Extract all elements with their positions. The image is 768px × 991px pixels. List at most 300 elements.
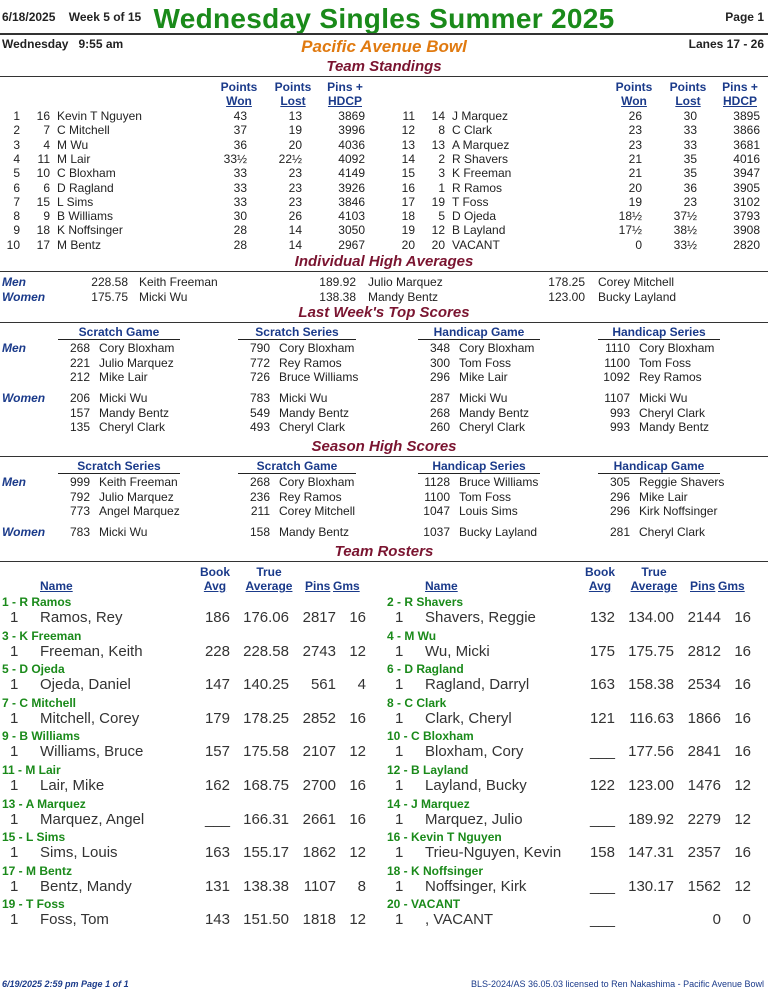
standings-row	[0, 223, 370, 237]
standings-lost: 26	[288, 209, 302, 224]
roster-bowler-name: Ramos, Rey	[40, 609, 123, 626]
standings-team-num: 3	[438, 166, 445, 181]
standings-team-name: D Ragland	[57, 180, 114, 195]
standings-row	[395, 123, 765, 137]
score-bowler: Micki Wu	[99, 391, 148, 405]
roster-book-avg: 158	[589, 844, 615, 862]
averages-label: Women	[2, 290, 46, 304]
roster-bowler-num: 1	[10, 844, 19, 862]
roster-bowler-num: 1	[10, 777, 19, 794]
score-value: 348	[429, 341, 450, 355]
bowl-name: Pacific Avenue Bowl	[301, 37, 467, 56]
roster-bowler-num: 1	[395, 911, 404, 929]
footer-license: BLS-2024/AS 36.05.03 licensed to Ren Nakashima - Pacific Avenue Bowl	[470, 979, 764, 989]
standings-team-name: R Shavers	[452, 151, 509, 166]
standings-won: 21	[628, 166, 642, 181]
average-value: 123.00	[548, 290, 585, 304]
standings-team-name: Kevin T Nguyen	[57, 109, 142, 123]
roster-games: 12	[349, 844, 366, 862]
standings-won: 33	[233, 180, 247, 195]
roster-pins: 2144	[687, 609, 721, 626]
roster-pins: 1562	[687, 877, 721, 895]
standings-team-num: 1	[438, 180, 445, 195]
score-value: 993	[609, 405, 630, 420]
score-value: 1128	[424, 475, 450, 489]
standings-won: 0	[635, 237, 642, 252]
standings-team-num: 20	[431, 237, 445, 252]
score-value: 305	[609, 475, 630, 489]
standings-row	[0, 138, 370, 152]
roster-book-avg: ___	[589, 743, 615, 761]
roster-bowler-num: 1	[395, 777, 404, 794]
roster-book-avg: ___	[589, 877, 615, 895]
score-bowler: Louis Sims	[459, 504, 518, 518]
score-value: 296	[429, 370, 450, 384]
score-bowler: Micki Wu	[639, 391, 688, 405]
roster-book-avg: 143	[204, 911, 230, 929]
roster-pins: 2357	[687, 844, 721, 862]
roster-book-avg: 132	[589, 609, 615, 626]
score-value: 792	[69, 489, 90, 504]
roster-bowler-num: 1	[395, 810, 404, 828]
roster-team-name: 2 - R Shavers	[387, 595, 464, 609]
week-label: Week 5 of 15	[68, 10, 142, 24]
day-time: Wednesday 9:55 am	[2, 37, 124, 51]
roster-book-avg: 228	[204, 642, 230, 660]
roster-bowler-name: Wu, Micki	[425, 642, 490, 660]
score-value: 1047	[423, 504, 450, 518]
roster-book-avg: 147	[204, 676, 230, 694]
standings-place: 13	[401, 137, 415, 152]
standings-place: 12	[401, 123, 415, 138]
roster-bowler-num: 1	[395, 877, 404, 895]
standings-pins: 3846	[338, 194, 365, 209]
standings-row	[395, 209, 765, 223]
roster-team-name: 3 - K Freeman	[2, 628, 82, 643]
roster-book-avg: 121	[589, 709, 615, 727]
roster-book-avg: 163	[204, 844, 230, 862]
score-value: 549	[249, 405, 270, 420]
score-column-header: Handicap Series	[418, 459, 540, 474]
standings-row	[395, 238, 765, 252]
roster-true-avg: 116.63	[629, 709, 674, 727]
roster-team-name: 11 - M Lair	[2, 763, 61, 777]
standings-team-num: 15	[36, 194, 50, 209]
standings-place: 15	[401, 166, 415, 181]
roster-team-name: 9 - B Williams	[2, 729, 80, 744]
roster-team-name: 13 - A Marquez	[2, 796, 86, 811]
season-title: Season High Scores	[311, 438, 457, 455]
standings-lost: 14	[288, 237, 302, 252]
score-bowler: Cheryl Clark	[279, 420, 346, 434]
roster-team-name: 18 - K Noffsinger	[387, 863, 484, 878]
standings-row	[395, 138, 765, 152]
last-week-title: Last Week's Top Scores	[298, 304, 470, 321]
standings-lost: 38½	[673, 223, 697, 238]
score-bowler: Mandy Bentz	[279, 405, 350, 420]
roster-true-avg: 175.75	[628, 642, 674, 660]
roster-bowler-name: Bloxham, Cory	[425, 743, 524, 761]
roster-header-true: True Average	[245, 565, 293, 593]
standings-team-name: M Wu	[57, 137, 89, 152]
standings-team-num: 10	[36, 166, 50, 181]
roster-games: 0	[742, 911, 751, 929]
roster-team-name: 4 - M Wu	[387, 628, 437, 643]
roster-games: 16	[734, 676, 751, 694]
standings-lost: 23	[288, 166, 302, 181]
score-value: 236	[249, 489, 270, 504]
standings-row	[0, 123, 370, 137]
roster-header-name: Name	[425, 579, 458, 593]
score-bowler: Corey Mitchell	[279, 504, 356, 518]
score-bowler: Keith Freeman	[99, 475, 178, 489]
average-name: Bucky Layland	[598, 290, 677, 304]
standings-row	[0, 166, 370, 180]
roster-games: 12	[734, 877, 751, 895]
standings-place: 16	[401, 180, 415, 195]
standings-team-num: 19	[431, 194, 445, 209]
roster-book-avg: ___	[204, 810, 230, 828]
standings-team-num: 14	[431, 109, 445, 123]
roster-true-avg: 168.75	[243, 777, 289, 794]
roster-bowler-num: 1	[395, 743, 404, 761]
divider	[0, 456, 768, 457]
standings-lost: 13	[288, 109, 302, 123]
roster-bowler-name: Marquez, Julio	[425, 810, 523, 828]
score-bowler: Cory Bloxham	[459, 341, 535, 355]
standings-team-num: 6	[43, 180, 50, 195]
standings-pins: 2820	[733, 237, 760, 252]
standings-row	[395, 109, 765, 123]
roster-bowler-name: Lair, Mike	[40, 777, 105, 794]
roster-games: 16	[734, 844, 751, 862]
standings-won: 28	[233, 237, 247, 252]
roster-pins: 1866	[687, 709, 721, 727]
roster-true-avg: 138.38	[243, 877, 289, 895]
roster-team-name: 12 - B Layland	[387, 763, 469, 777]
standings-lost: 30	[683, 109, 697, 123]
roster-bowler-num: 1	[10, 676, 19, 694]
standings-won: 43	[233, 109, 247, 123]
roster-bowler-name: Sims, Louis	[40, 844, 118, 862]
standings-pins: 3947	[733, 166, 760, 181]
roster-team-name: 14 - J Marquez	[387, 796, 470, 811]
standings-team-name: K Noffsinger	[57, 223, 123, 238]
standings-pins: 3050	[338, 223, 365, 238]
roster-bowler-num: 1	[10, 609, 19, 626]
roster-header-pins: Pins	[305, 579, 331, 593]
standings-pins: 3908	[733, 223, 760, 238]
roster-true-avg: 151.50	[243, 911, 289, 929]
score-value: 773	[69, 504, 90, 518]
standings-won: 23	[628, 137, 642, 152]
score-bowler: Rey Ramos	[279, 489, 342, 504]
roster-bowler-name: Ragland, Darryl	[425, 676, 530, 694]
standings-place: 3	[13, 137, 20, 152]
roster-true-avg: 176.06	[243, 609, 289, 626]
standings-team-name: A Marquez	[452, 137, 510, 152]
score-column-header: Scratch Game	[238, 459, 356, 474]
standings-lost: 23	[288, 180, 302, 195]
standings-team-name: VACANT	[452, 237, 500, 252]
standings-team-name: K Freeman	[452, 166, 512, 181]
score-bowler: Rey Ramos	[279, 355, 342, 370]
score-value: 281	[609, 525, 630, 539]
score-bowler: Tom Foss	[459, 355, 512, 370]
standings-won: 19	[628, 194, 642, 209]
roster-true-avg: 177.56	[628, 743, 674, 761]
score-bowler: Mike Lair	[99, 370, 148, 384]
standings-team-name: J Marquez	[452, 109, 509, 123]
roster-games: 12	[349, 911, 366, 929]
average-value: 228.58	[91, 275, 128, 289]
average-value: 178.25	[548, 275, 585, 289]
roster-team-name: 20 - VACANT	[387, 897, 461, 912]
roster-book-avg: 186	[204, 609, 230, 626]
roster-team-name: 16 - Kevin T Nguyen	[387, 830, 502, 845]
score-value: 296	[609, 504, 630, 518]
standings-won: 20	[628, 180, 642, 195]
score-bowler: Julio Marquez	[99, 489, 174, 504]
page-number: Page 1	[725, 10, 764, 24]
standings-pins: 4092	[338, 151, 365, 166]
divider	[0, 322, 768, 323]
roster-true-avg: 140.25	[243, 676, 289, 694]
standings-header-won: Points Won	[615, 80, 653, 108]
standings-row	[395, 166, 765, 180]
roster-games: 16	[734, 709, 751, 727]
men-label: Men	[2, 475, 26, 489]
score-bowler: Tom Foss	[639, 355, 692, 370]
score-value: 268	[249, 475, 270, 489]
roster-team-name: 15 - L Sims	[2, 830, 66, 845]
roster-games: 16	[734, 642, 751, 660]
standings-pins: 3102	[733, 194, 760, 209]
standings-place: 5	[13, 166, 20, 181]
score-value: 993	[609, 420, 630, 434]
score-bowler: Angel Marquez	[99, 504, 180, 518]
score-value: 1100	[604, 355, 630, 370]
roster-pins: 1818	[302, 911, 336, 929]
roster-games: 12	[349, 642, 366, 660]
roster-header-book: Book Avg	[585, 565, 615, 593]
standings-won: 18½	[618, 209, 642, 224]
score-value: 268	[429, 405, 450, 420]
roster-pins: 2743	[302, 642, 336, 660]
standings-row	[0, 209, 370, 223]
roster-bowler-name: Mitchell, Corey	[40, 709, 140, 727]
roster-bowler-name: Layland, Bucky	[425, 777, 527, 794]
average-name: Corey Mitchell	[598, 275, 675, 289]
standings-team-name: B Williams	[57, 209, 113, 224]
standings-header-won: Points Won	[220, 80, 258, 108]
roster-true-avg: 189.92	[628, 810, 674, 828]
roster-header-book: Book Avg	[200, 565, 230, 593]
score-column-header: Scratch Series	[238, 325, 356, 340]
roster-bowler-num: 1	[395, 844, 404, 862]
standings-lost: 14	[288, 223, 302, 238]
roster-team-name: 8 - C Clark	[387, 695, 447, 710]
standings-won: 21	[628, 151, 642, 166]
standings-pins: 3905	[733, 180, 760, 195]
report-date: 6/18/2025	[2, 10, 56, 24]
score-bowler: Mike Lair	[459, 370, 508, 384]
roster-bowler-num: 1	[395, 642, 404, 660]
roster-header-name: Name	[40, 579, 73, 593]
standings-team-num: 8	[438, 123, 445, 138]
roster-games: 16	[734, 743, 751, 761]
roster-bowler-name: Clark, Cheryl	[425, 709, 512, 727]
score-column-header: Handicap Game	[418, 325, 540, 340]
women-label: Women	[2, 391, 46, 405]
standings-won: 30	[233, 209, 247, 224]
roster-pins: 1107	[303, 877, 336, 895]
standings-won: 33	[233, 194, 247, 209]
roster-pins: 2852	[302, 709, 336, 727]
score-bowler: Bruce Williams	[279, 370, 359, 384]
standings-won: 37	[233, 123, 247, 138]
roster-true-avg: 166.31	[243, 810, 289, 828]
standings-team-num: 12	[431, 223, 445, 238]
score-value: 268	[69, 341, 90, 355]
standings-pins: 3793	[733, 209, 760, 224]
standings-won: 17½	[618, 223, 642, 238]
score-bowler: Cory Bloxham	[279, 341, 355, 355]
standings-pins: 3996	[338, 123, 365, 138]
standings-team-name: R Ramos	[452, 180, 503, 195]
standings-team-num: 18	[36, 223, 50, 238]
standings-pins: 3869	[338, 109, 365, 123]
roster-games: 16	[349, 709, 366, 727]
score-bowler: Cheryl Clark	[639, 405, 706, 420]
score-value: 1107	[604, 391, 630, 405]
score-value: 287	[429, 391, 450, 405]
standings-team-num: 5	[438, 209, 445, 224]
score-value: 493	[249, 420, 270, 434]
score-value: 300	[429, 355, 450, 370]
roster-bowler-name: , VACANT	[425, 911, 494, 929]
roster-games: 16	[349, 777, 366, 794]
standings-team-name: C Bloxham	[57, 166, 116, 181]
standings-team-name: L Sims	[57, 194, 94, 209]
roster-games: 8	[357, 877, 366, 895]
score-value: 772	[249, 355, 270, 370]
roster-pins: 1862	[302, 844, 336, 862]
score-bowler: Tom Foss	[459, 489, 512, 504]
average-name: Julio Marquez	[368, 275, 443, 289]
score-value: 158	[249, 525, 270, 539]
score-value: 783	[249, 391, 270, 405]
standings-team-num: 11	[37, 151, 50, 166]
score-bowler: Cory Bloxham	[99, 341, 175, 355]
standings-place: 18	[401, 209, 415, 224]
score-value: 1092	[603, 370, 630, 384]
roster-team-name: 1 - R Ramos	[2, 595, 72, 609]
averages-label: Men	[2, 275, 26, 289]
roster-bowler-num: 1	[395, 709, 404, 727]
roster-header-gms: Gms	[718, 579, 745, 593]
standings-pins: 3895	[733, 109, 760, 123]
standings-lost: 33	[683, 137, 697, 152]
standings-row	[395, 195, 765, 209]
standings-lost: 36	[683, 180, 697, 195]
standings-place: 11	[402, 109, 415, 123]
standings-lost: 20	[288, 137, 302, 152]
footer-printed: 6/19/2025 2:59 pm Page 1 of 1	[2, 979, 129, 989]
standings-team-name: M Lair	[57, 151, 91, 166]
standings-won: 33	[233, 166, 247, 181]
standings-lost: 35	[683, 151, 697, 166]
standings-lost: 22½	[278, 151, 302, 166]
average-name: Keith Freeman	[139, 275, 218, 289]
standings-won: 23	[628, 123, 642, 138]
roster-book-avg: 162	[204, 777, 230, 794]
roster-book-avg: 122	[589, 777, 615, 794]
roster-true-avg: 130.17	[628, 877, 674, 895]
standings-team-num: 13	[431, 137, 445, 152]
standings-place: 8	[13, 209, 20, 224]
roster-pins: 561	[310, 676, 336, 694]
standings-team-name: C Mitchell	[57, 123, 110, 138]
standings-header-pins: Pins + HDCP	[327, 80, 363, 108]
score-value: 135	[69, 420, 90, 434]
standings-place: 1	[13, 109, 20, 123]
score-column-header: Scratch Series	[58, 459, 180, 474]
score-value: 221	[69, 355, 90, 370]
standings-place: 4	[13, 151, 20, 166]
score-bowler: Cheryl Clark	[459, 420, 526, 434]
roster-book-avg: 157	[204, 743, 230, 761]
standings-pins: 3866	[733, 123, 760, 138]
roster-book-avg: 179	[204, 709, 230, 727]
score-bowler: Bruce Williams	[459, 475, 539, 489]
roster-true-avg: 134.00	[628, 609, 674, 626]
roster-book-avg: 175	[589, 642, 615, 660]
roster-bowler-name: Marquez, Angel	[40, 810, 145, 828]
score-bowler: Rey Ramos	[639, 370, 702, 384]
roster-games: 16	[734, 609, 751, 626]
divider	[0, 561, 768, 562]
roster-team-name: 7 - C Mitchell	[2, 695, 77, 710]
divider	[0, 33, 768, 35]
score-value: 1100	[424, 489, 450, 504]
score-bowler: Kirk Noffsinger	[639, 504, 718, 518]
standings-row	[395, 223, 765, 237]
roster-bowler-name: Freeman, Keith	[40, 642, 143, 660]
roster-true-avg: 228.58	[243, 642, 289, 660]
score-value: 157	[69, 405, 90, 420]
standings-place: 14	[401, 151, 415, 166]
roster-bowler-name: Trieu-Nguyen, Kevin	[425, 844, 562, 862]
roster-pins: 2534	[687, 676, 721, 694]
standings-pins: 4036	[338, 137, 365, 152]
standings-team-num: 4	[43, 137, 50, 152]
score-bowler: Cory Bloxham	[279, 475, 355, 489]
standings-won: 33½	[223, 151, 247, 166]
standings-team-num: 17	[36, 237, 50, 252]
standings-pins: 4016	[733, 151, 760, 166]
roster-bowler-name: Williams, Bruce	[40, 743, 144, 761]
standings-place: 7	[13, 194, 20, 209]
score-bowler: Mike Lair	[639, 489, 688, 504]
score-bowler: Mandy Bentz	[459, 405, 530, 420]
standings-lost: 37½	[673, 209, 697, 224]
standings-pins: 3926	[338, 180, 365, 195]
score-bowler: Julio Marquez	[99, 355, 174, 370]
roster-bowler-name: Ojeda, Daniel	[40, 676, 131, 694]
roster-games: 16	[349, 609, 366, 626]
score-value: 1110	[605, 341, 630, 355]
